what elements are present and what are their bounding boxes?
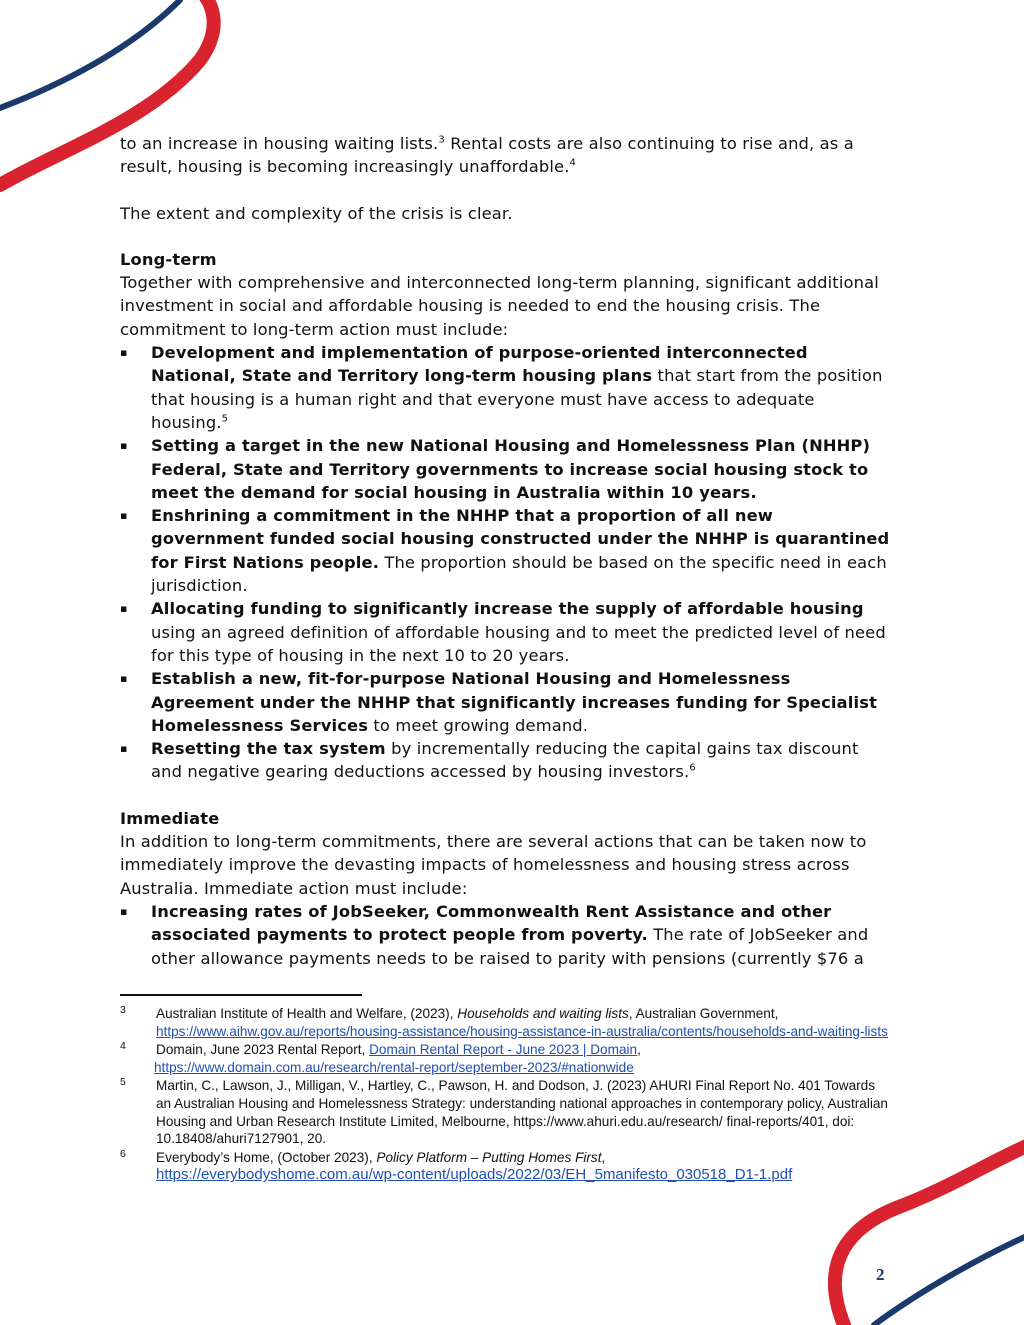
footnote-link[interactable]: Domain Rental Report - June 2023 | Domain <box>369 1042 638 1058</box>
footnote-ref-5[interactable]: 5 <box>221 413 229 425</box>
footnote-ref-4[interactable]: 4 <box>569 157 577 169</box>
document-body <box>120 132 890 970</box>
long-term-intro: Together with comprehensive and interconnected long-term planning, significant additional investment in social and affordable housing is needed to end the housing crisis. The commitment to long-term action must include: <box>120 273 879 339</box>
list-item: ▪ Increasing rates of JobSeeker, Commonwealth Rent Assistance and other associated payments to protect people from poverty. The rate of JobSeeker and other allowance payments needs to be raised to parity with pensions (currently $76 a <box>120 900 890 970</box>
footnote-5: 5 Martin, C., Lawson, J., Milligan, V., Hartley, C., Pawson, H. and Dodson, J. (2023) AHURI Final Report No. 401 Towards an Australian Housing and Homelessness Strategy: understanding national approaches in contemporary policy, Australian Housing and Urban Research Institute Limited, Melbourne, https://www.ahuri.edu.au/research/ final-reports/401, doi: 10.18408/ahuri7127901, 20. <box>120 1076 888 1147</box>
footnote-4: 4 Domain, June 2023 Rental Report, Domain Rental Report - June 2023 | Domain, https://www.domain.com.au/research/rental-report/september-2023/#nationwide <box>120 1040 641 1075</box>
list-item: ▪ Development and implementation of purpose-oriented interconnected National, State and Territory long-term housing plans that start from the position that housing is a human right and that everyone must have access to adequate housing.$^5$ <box>120 341 890 434</box>
intro-paragraph: to an increase in housing waiting lists.$^3$ Rental costs are also continuing to rise and, as a result, housing is becoming increasingly unaffordable.$^4$ <box>120 134 854 177</box>
footnote-6: 6 Everybody’s Home, (October 2023), Policy Platform – Putting Homes First, https://everybodyshome.com.au/wp-content/uploads/2022/03/EH_5manifesto_030518_D1-1.pdf <box>120 1147 793 1184</box>
footnote-ref-6[interactable]: 6 <box>689 763 696 774</box>
immediate-list <box>120 900 890 970</box>
section-heading-immediate: Immediate <box>120 808 220 828</box>
list-item: ▪ Establish a new, fit-for-purpose National Housing and Homelessness Agreement under the NHHP that significantly increases funding for Specialist Homelessness Services to meet growing demand. <box>120 667 890 737</box>
list-item: ▪ Setting a target in the new National Housing and Homelessness Plan (NHHP) Federal, State and Territory governments to increase social housing stock to meet the demand for social housing in Australia within 10 years. <box>120 434 890 504</box>
bullet-icon <box>120 737 128 760</box>
footnote-3: 3 Australian Institute of Health and Welfare, (2023), Households and waiting lists, Australian Government, https://www.aihw.gov.au/reports/housing-assistance/housing-assistance-in-australia/contents/households-and-waiting-lists <box>120 1004 888 1039</box>
bullet-icon <box>120 504 128 527</box>
footnote-ref-3[interactable]: 3 <box>438 134 445 146</box>
footnote-link[interactable]: https://everybodyshome.com.au/wp-content/uploads/2022/03/EH_5manifesto_030518_D1-1.pdf <box>156 1166 793 1184</box>
bullet-icon <box>120 434 128 457</box>
section-heading-long-term: Long-term <box>120 249 217 269</box>
bullet-icon <box>120 341 128 364</box>
bullet-icon <box>120 900 128 923</box>
long-term-list <box>120 341 890 784</box>
immediate-intro: In addition to long-term commitments, there are several actions that can be taken now to immediately improve the devasting impacts of homelessness and housing stress across Australia. Immediate action must include: <box>120 832 867 898</box>
footnote-separator <box>120 994 362 996</box>
bullet-icon <box>120 667 128 690</box>
bullet-icon <box>120 597 128 620</box>
extent-paragraph: The extent and complexity of the crisis is clear. <box>120 203 513 223</box>
footnotes <box>120 1005 890 1185</box>
page-number: 2 <box>876 1265 885 1284</box>
footnote-link[interactable]: https://www.aihw.gov.au/reports/housing-assistance/housing-assistance-in-australia/contents/households-and-waiting-lists <box>156 1023 888 1039</box>
footnote-link[interactable]: https://www.domain.com.au/research/rental-report/september-2023/#nationwide <box>154 1059 634 1075</box>
list-item: ▪ Resetting the tax system by incrementally reducing the capital gains tax discount and negative gearing deductions accessed by housing investors.$^6$ <box>120 737 890 784</box>
list-item: ▪ Enshrining a commitment in the NHHP that a proportion of all new government funded social housing constructed under the NHHP is quarantined for First Nations people. The proportion should be based on the specific need in each jurisdiction. <box>120 504 890 597</box>
list-item: ▪ Allocating funding to significantly increase the supply of affordable housing using an agreed definition of affordable housing and to meet the predicted level of need for this type of housing in the next 10 to 20 years. <box>120 597 890 667</box>
